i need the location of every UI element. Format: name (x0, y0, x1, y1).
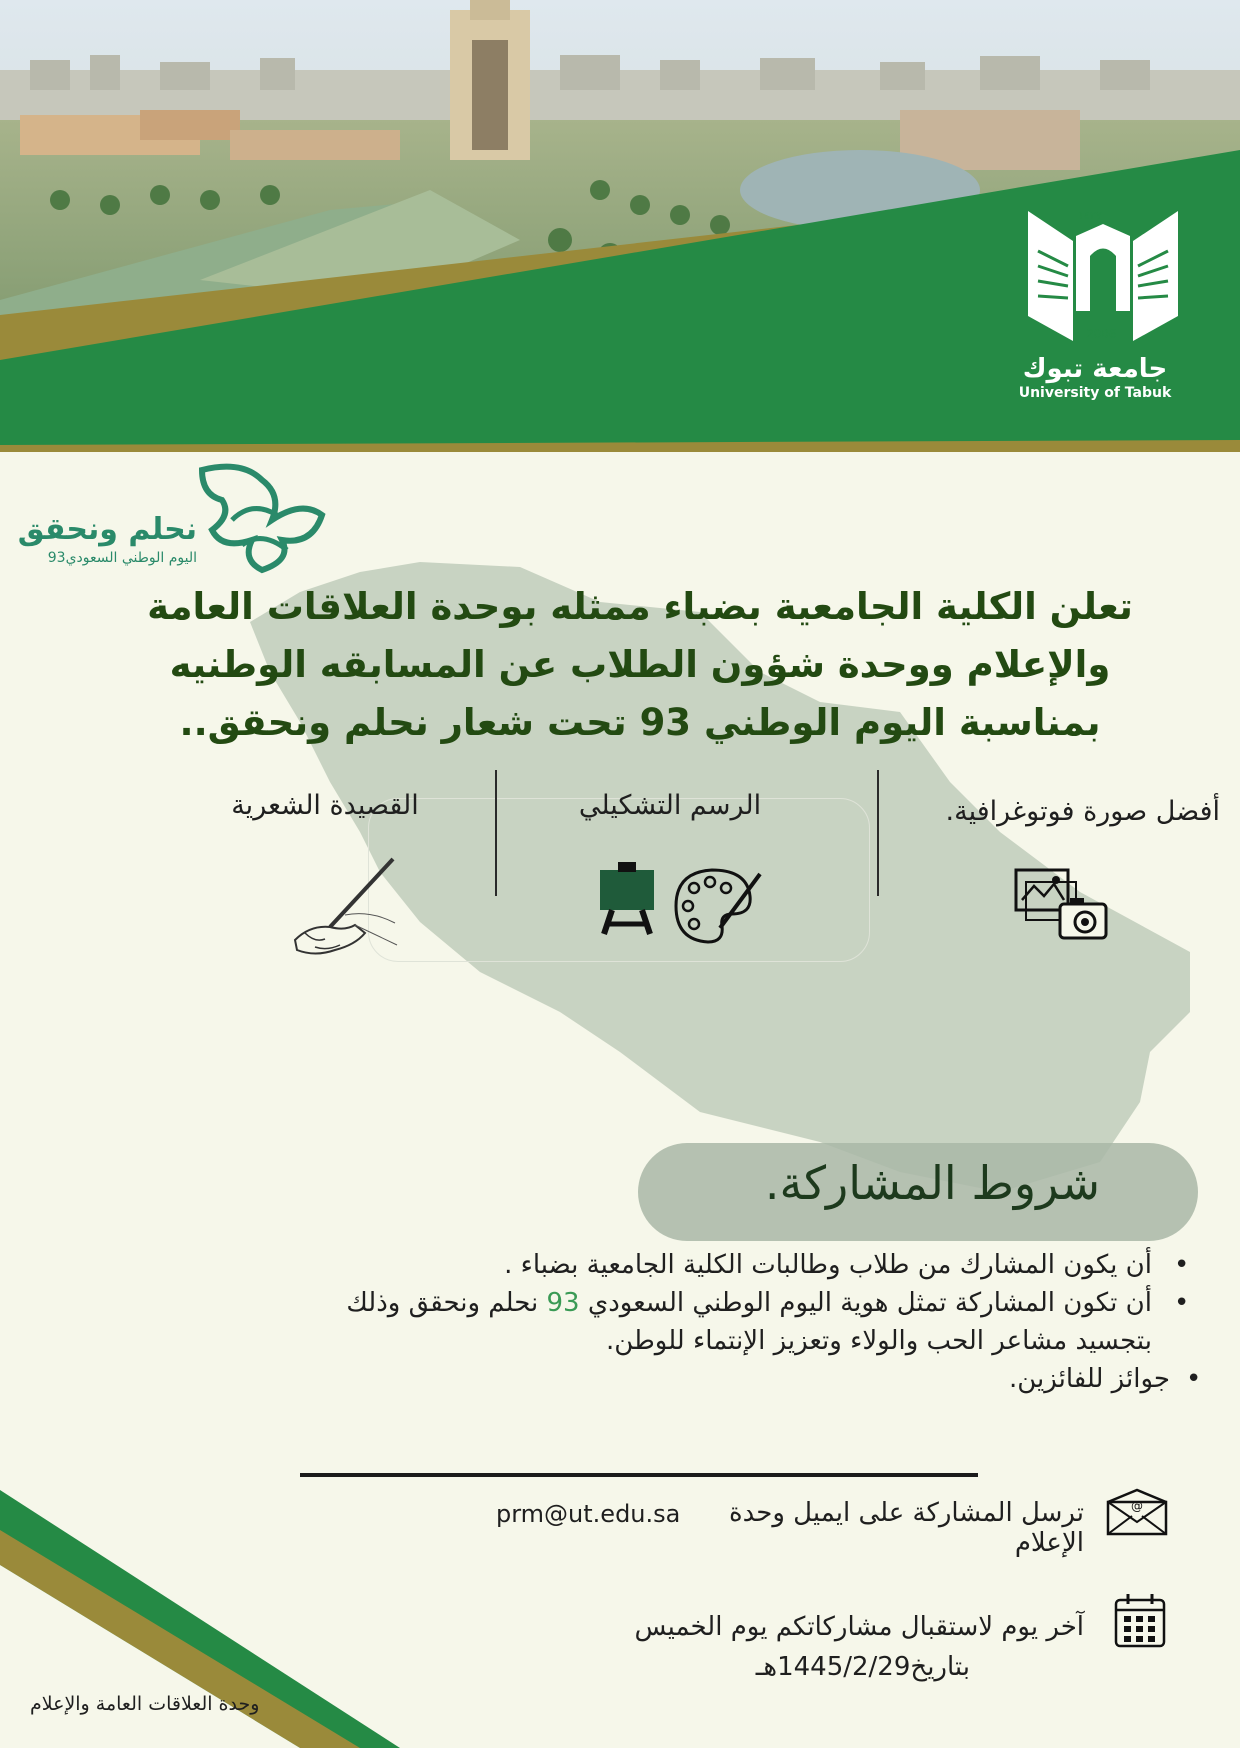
deadline-line-2: بتاريخ1445/2/29هـ (755, 1652, 970, 1682)
national-day-subtitle: اليوم الوطني السعودي93 (47, 550, 197, 566)
category-divider (877, 770, 879, 896)
deadline-line-1: آخر يوم لاستقبال مشاركاتكم يوم الخميس (634, 1612, 1084, 1642)
svg-text:@: @ (1131, 1499, 1143, 1513)
university-logo-icon (1028, 206, 1178, 346)
department-name: وحدة العلاقات العامة والإعلام (30, 1693, 260, 1715)
condition-item-2-continuation: بتجسيد مشاعر الحب والولاء وتعزيز الإنتماء للوطن. (606, 1326, 1152, 1356)
university-logo (1028, 206, 1178, 346)
announcement-text (140, 578, 1140, 752)
condition-item-2 (300, 1284, 1152, 1322)
category-divider (495, 770, 497, 896)
condition-item-1: أن يكون المشارك من طلاب وطالبات الكلية الجامعية بضباء . (504, 1250, 1152, 1280)
announcement-line-2: والإعلام ووحدة شؤون الطلاب عن المسابقه الوطنيه (169, 643, 1111, 686)
university-name-en: University of Tabuk (1018, 385, 1172, 401)
camera-photos-icon (1014, 868, 1108, 942)
calendar-icon (1114, 1592, 1166, 1648)
palette-icon (672, 866, 764, 946)
category-photo-label: أفضل صورة فوتوغرافية. (945, 796, 1220, 827)
announcement-line-3: بمناسبة اليوم الوطني 93 تحت شعار نحلم ونحقق.. (179, 701, 1101, 744)
condition-item-2-number: 93 (546, 1288, 580, 1318)
submission-email[interactable]: prm@ut.edu.sa (496, 1500, 681, 1528)
section-divider (300, 1473, 978, 1477)
university-name-ar: جامعة تبوك (1022, 354, 1168, 384)
condition-item-2-part-b: نحلم ونحقق وذلك (346, 1288, 539, 1318)
condition-item-3: جوائز للفائزين. (1008, 1364, 1170, 1394)
header-banner (0, 0, 1240, 452)
hand-writing-icon (285, 855, 400, 960)
email-envelope-icon (1106, 1488, 1168, 1536)
national-day-slogan: نحلم ونحقق (17, 512, 197, 547)
category-poetry-label: القصيدة الشعرية (231, 790, 419, 821)
category-painting-label: الرسم التشكيلي (578, 790, 762, 821)
announcement-line-1: تعلن الكلية الجامعية بضباء ممثله بوحدة العلاقات العامة (147, 585, 1133, 628)
national-day-calligraphy-icon (182, 460, 332, 580)
logo-year: 2006 (1086, 327, 1117, 341)
bullet: • (1174, 1250, 1190, 1280)
national-day-logo (12, 460, 322, 580)
logo-hijri-year: ١٤٢٧ (1078, 209, 1102, 222)
condition-item-2-part-a: أن تكون المشاركة تمثل هوية اليوم الوطني السعودي (587, 1288, 1152, 1318)
easel-icon (598, 860, 656, 936)
bullet: • (1186, 1364, 1202, 1394)
conditions-title: شروط المشاركة. (764, 1156, 1100, 1210)
submission-text: ترسل المشاركة على ايميل وحدة الإعلام (729, 1498, 1084, 1558)
bullet: • (1174, 1288, 1190, 1318)
